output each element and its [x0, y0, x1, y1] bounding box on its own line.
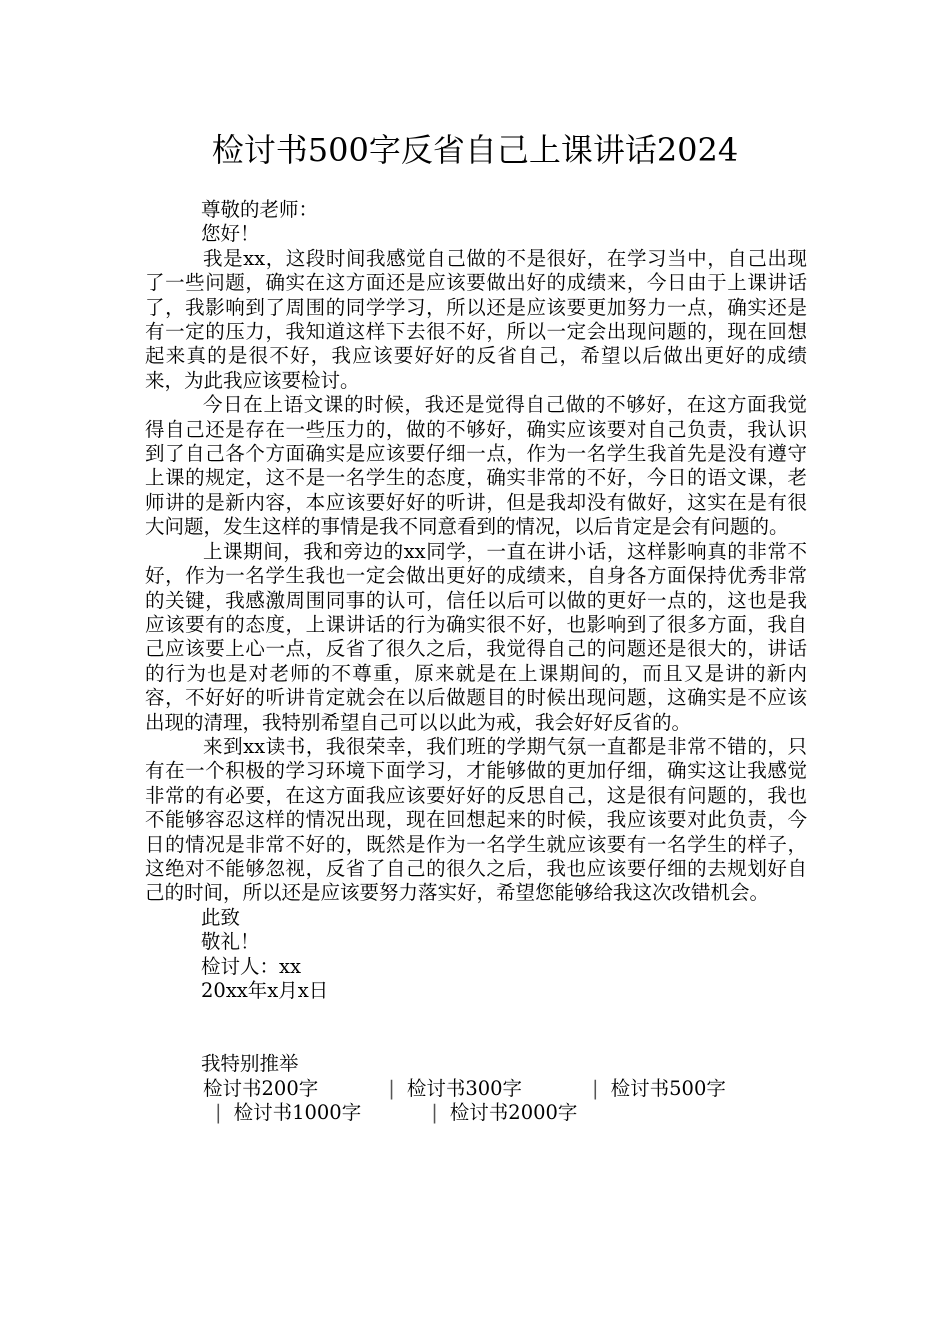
document-body [145, 198, 807, 1126]
greeting: 您好！ [201, 222, 260, 246]
recommend-link-500[interactable]: 检讨书500字 [610, 1076, 726, 1100]
salutation: 尊敬的老师： [201, 198, 319, 221]
recommend-links [145, 1077, 807, 1126]
paragraph-2: 今日在上语文课的时候，我还是觉得自己做的不够好，在这方面我觉得自己还是存在一些压力的，做的不够好，确实应该要对自己负责，我认识到了自己各个方面确实是应该要仔细一点，作为一名学生我首先是没有遵守上课的规定，这不是一名学生的态度，确实非常的不好，今日的语文课，老师讲的是新内容，本应该要好好的听讲，但是我却没有做好，这实在是有很大问题，发生这样的事情是我不同意看到的情况，以后肯定是会有问题的。 [145, 393, 807, 539]
link-separator: | [431, 1101, 438, 1125]
paragraph-4: 来到xx读书，我很荣幸，我们班的学期气氛一直都是非常不错的，只有在一个积极的学习环境下面学习，才能够做的更加仔细，确实这让我感觉非常的有必要，在这方面我应该要好好的反思自己，这是很有问题的，我也不能够容忍这样的情况出现，现在回想起来的时候，我应该要对此负责，今日的情况是非常不好的，既然是作为一名学生就应该要有一名学生的样子，这绝对不能够忽视，反省了自己的很久之后，我也应该要仔细的去规划好自己的时间，所以还是应该要努力落实好，希望您能够给我这次改错机会。 [145, 734, 807, 905]
closing-line-1: 此致 [201, 905, 241, 929]
closing-line-2: 敬礼！ [201, 930, 260, 954]
paragraph-1: 我是xx，这段时间我感觉自己做的不是很好，在学习当中，自己出现了一些问题，确实在这方面还是应该要做出好的成绩来，今日由于上课讲话了，我影响到了周围的同学学习，所以还是应该要更加努力一点，确实还是有一定的压力，我知道这样下去很不好，所以一定会出现问题的，现在回想起来真的是很不好，我应该要好好的反省自己，希望以后做出更好的成绩来，为此我应该要检讨。 [145, 246, 807, 392]
link-separator: | [215, 1101, 222, 1125]
link-separator: | [388, 1076, 395, 1100]
date: 20xx年x月x日 [201, 979, 329, 1002]
link-separator: | [592, 1076, 599, 1100]
recommend-heading: 我特别推举 [201, 1052, 299, 1076]
spacer [145, 1003, 807, 1052]
recommend-link-300[interactable]: 检讨书300字 [406, 1076, 523, 1100]
recommend-link-2000[interactable]: 检讨书2000字 [449, 1101, 578, 1125]
document-title: 检讨书500字反省自己上课讲话2024 [211, 131, 739, 169]
recommend-link-200[interactable]: 检讨书200字 [203, 1076, 319, 1100]
paragraph-3: 上课期间，我和旁边的xx同学，一直在讲小话，这样影响真的非常不好，作为一名学生我也一定会做出更好的成绩来，自身各方面保持优秀非常的关键，我感激周围同事的认可，信任以后可以做的更好一点的，这也是我应该要有的态度，上课讲话的行为确实很不好，也影响到了很多方面，我自己应该要上心一点，反省了很久之后，我觉得自己的问题还是很大的，讲话的行为也是对老师的不尊重，原来就是在上课期间的，而且又是讲的新内容，不好好的听讲肯定就会在以后做题目的时候出现问题，这确实是不应该出现的清理，我特别希望自己可以以此为戒，我会好好反省的。 [145, 539, 807, 734]
signer: 检讨人：xx [201, 954, 301, 978]
recommend-link-1000[interactable]: 检讨书1000字 [233, 1101, 362, 1125]
